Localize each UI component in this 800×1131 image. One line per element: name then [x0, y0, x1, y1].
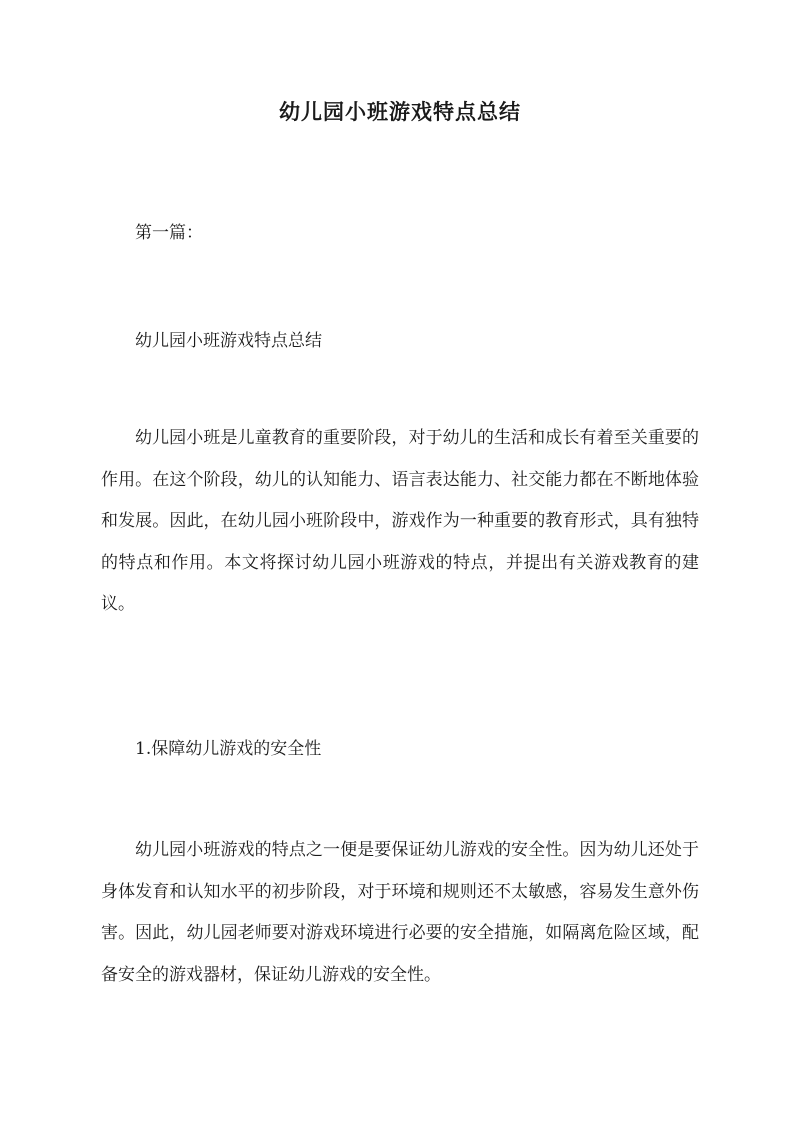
section-1-heading: 1.保障幼儿游戏的安全性 — [135, 739, 322, 759]
intro-paragraph: 幼儿园小班是儿童教育的重要阶段，对于幼儿的生活和成长有着至关重要的作用。在这个阶段，幼儿的认知能力、语言表达能力、社交能力都在不断地体验和发展。因此，在幼儿园小班阶段中，游戏作为一种重要的教育形式，具有独特的特点和作用。本文将探讨幼儿园小班游戏的特点，并提出有关游戏教育的建议。 — [101, 428, 699, 614]
section-subtitle: 幼儿园小班游戏特点总结 — [135, 331, 322, 351]
section-1-paragraph: 幼儿园小班游戏的特点之一便是要保证幼儿游戏的安全性。因为幼儿还处于身体发育和认知水平的初步阶段，对于环境和规则还不太敏感，容易发生意外伤害。因此，幼儿园老师要对游戏环境进行必要的安全措施，如隔离危险区域，配备安全的游戏器材，保证幼儿游戏的安全性。 — [101, 840, 699, 985]
part-label: 第一篇： — [135, 223, 203, 243]
document-title: 幼儿园小班游戏特点总结 — [279, 99, 521, 124]
